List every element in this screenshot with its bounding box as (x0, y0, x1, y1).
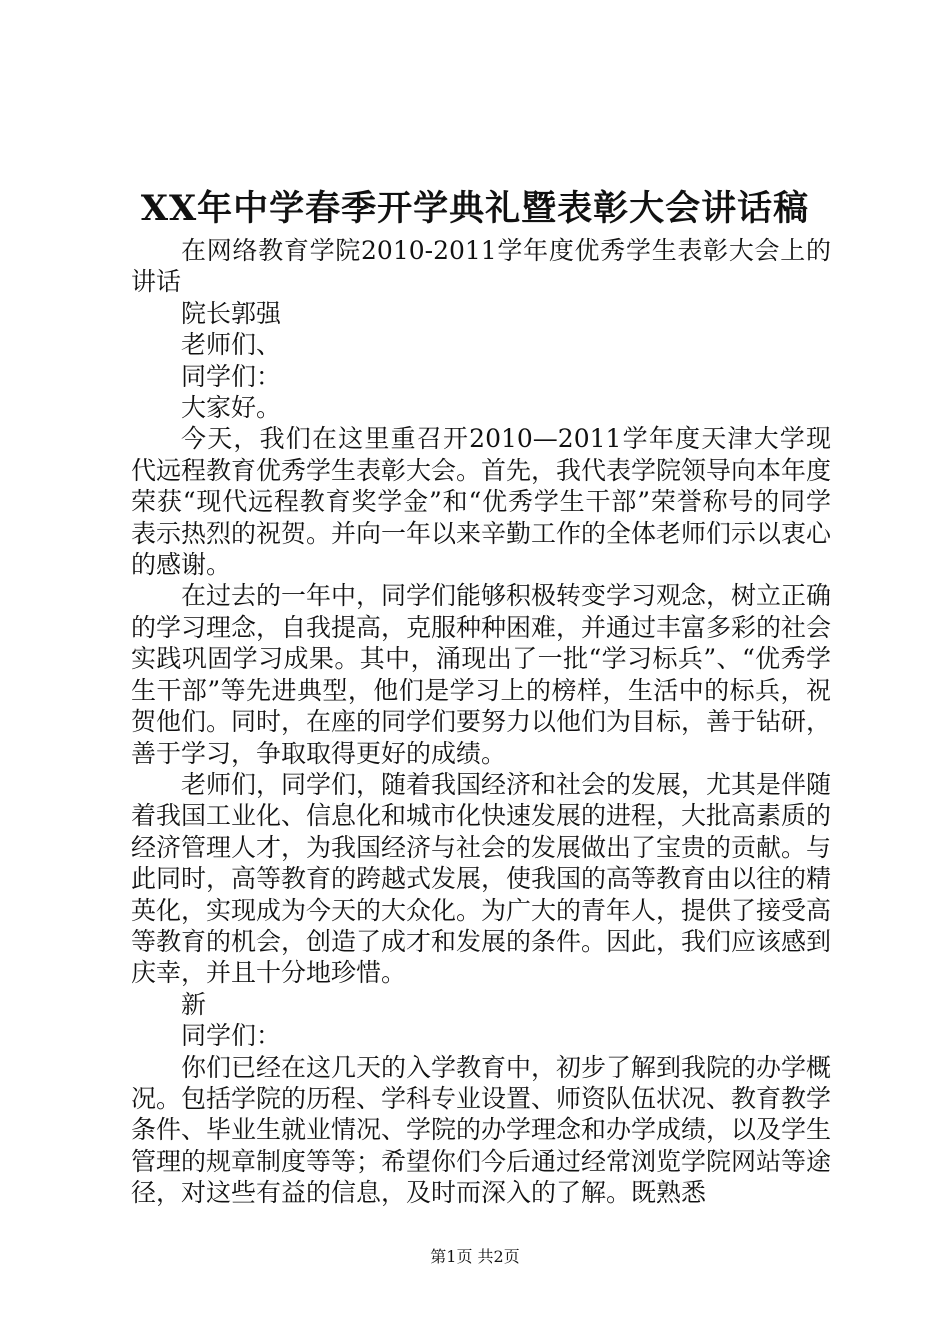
paragraph-body: 老师们，同学们，随着我国经济和社会的发展，尤其是伴随着我国工业化、信息化和城市化快速发展的进程，大批高素质的经济管理人才，为我国经济与社会的发展做出了宝贵的贡献。与此同时，高等教育的跨越式发展，使我国的高等教育由以往的精英化，实现成为今天的大众化。为广大的青年人，提供了接受高等教育的机会，创造了成才和发展的条件。因此，我们应该感到庆幸，并且十分地珍惜。 (131, 769, 832, 988)
paragraph-greeting-students: 同学们： (181, 361, 282, 391)
paragraph-speaker: 院长郭强 (181, 298, 282, 328)
paragraph-body: 今天，我们在这里重召开2010—2011学年度天津大学现代远程教育优秀学生表彰大会。首先，我代表学院领导向本年度荣获“现代远程教育奖学金”和“优秀学生干部”荣誉称号的同学表示热烈的祝贺。并向一年以来辛勤工作的全体老师们示以衷心的感谢。 (131, 424, 832, 580)
paragraph-hello: 大家好。 (181, 393, 282, 423)
document-body (131, 235, 831, 1209)
page-footer: 第1页 共2页 (430, 1247, 520, 1266)
paragraph-subtitle: 在网络教育学院2010-2011学年度优秀学生表彰大会上的讲话 (131, 236, 831, 297)
paragraph-greeting-teachers: 老师们、 (181, 330, 282, 360)
paragraph-greeting-students: 同学们： (181, 1021, 282, 1051)
paragraph-body: 在过去的一年中，同学们能够积极转变学习观念，树立正确的学习理念，自我提高，克服种种困难，并通过丰富多彩的社会实践巩固学习成果。其中，涌现出了一批“学习标兵”、“优秀学生干部”等先进典型，他们是学习上的榜样，生活中的标兵，祝贺他们。同时，在座的同学们要努力以他们为目标，善于钻研，善于学习，争取取得更好的成绩。 (131, 581, 832, 768)
document-title: XX年中学春季开学典礼暨表彰大会讲话稿 (140, 188, 810, 229)
paragraph-new: 新 (181, 989, 207, 1019)
paragraph-body: 你们已经在这几天的入学教育中，初步了解到我院的办学概况。包括学院的历程、学科专业设置、师资队伍状况、教育教学条件、毕业生就业情况、学院的办学理念和办学成绩，以及学生管理的规章制度等等；希望你们今后通过经常浏览学院网站等途径，对这些有益的信息，及时而深入的了解。既熟悉 (131, 1052, 832, 1208)
